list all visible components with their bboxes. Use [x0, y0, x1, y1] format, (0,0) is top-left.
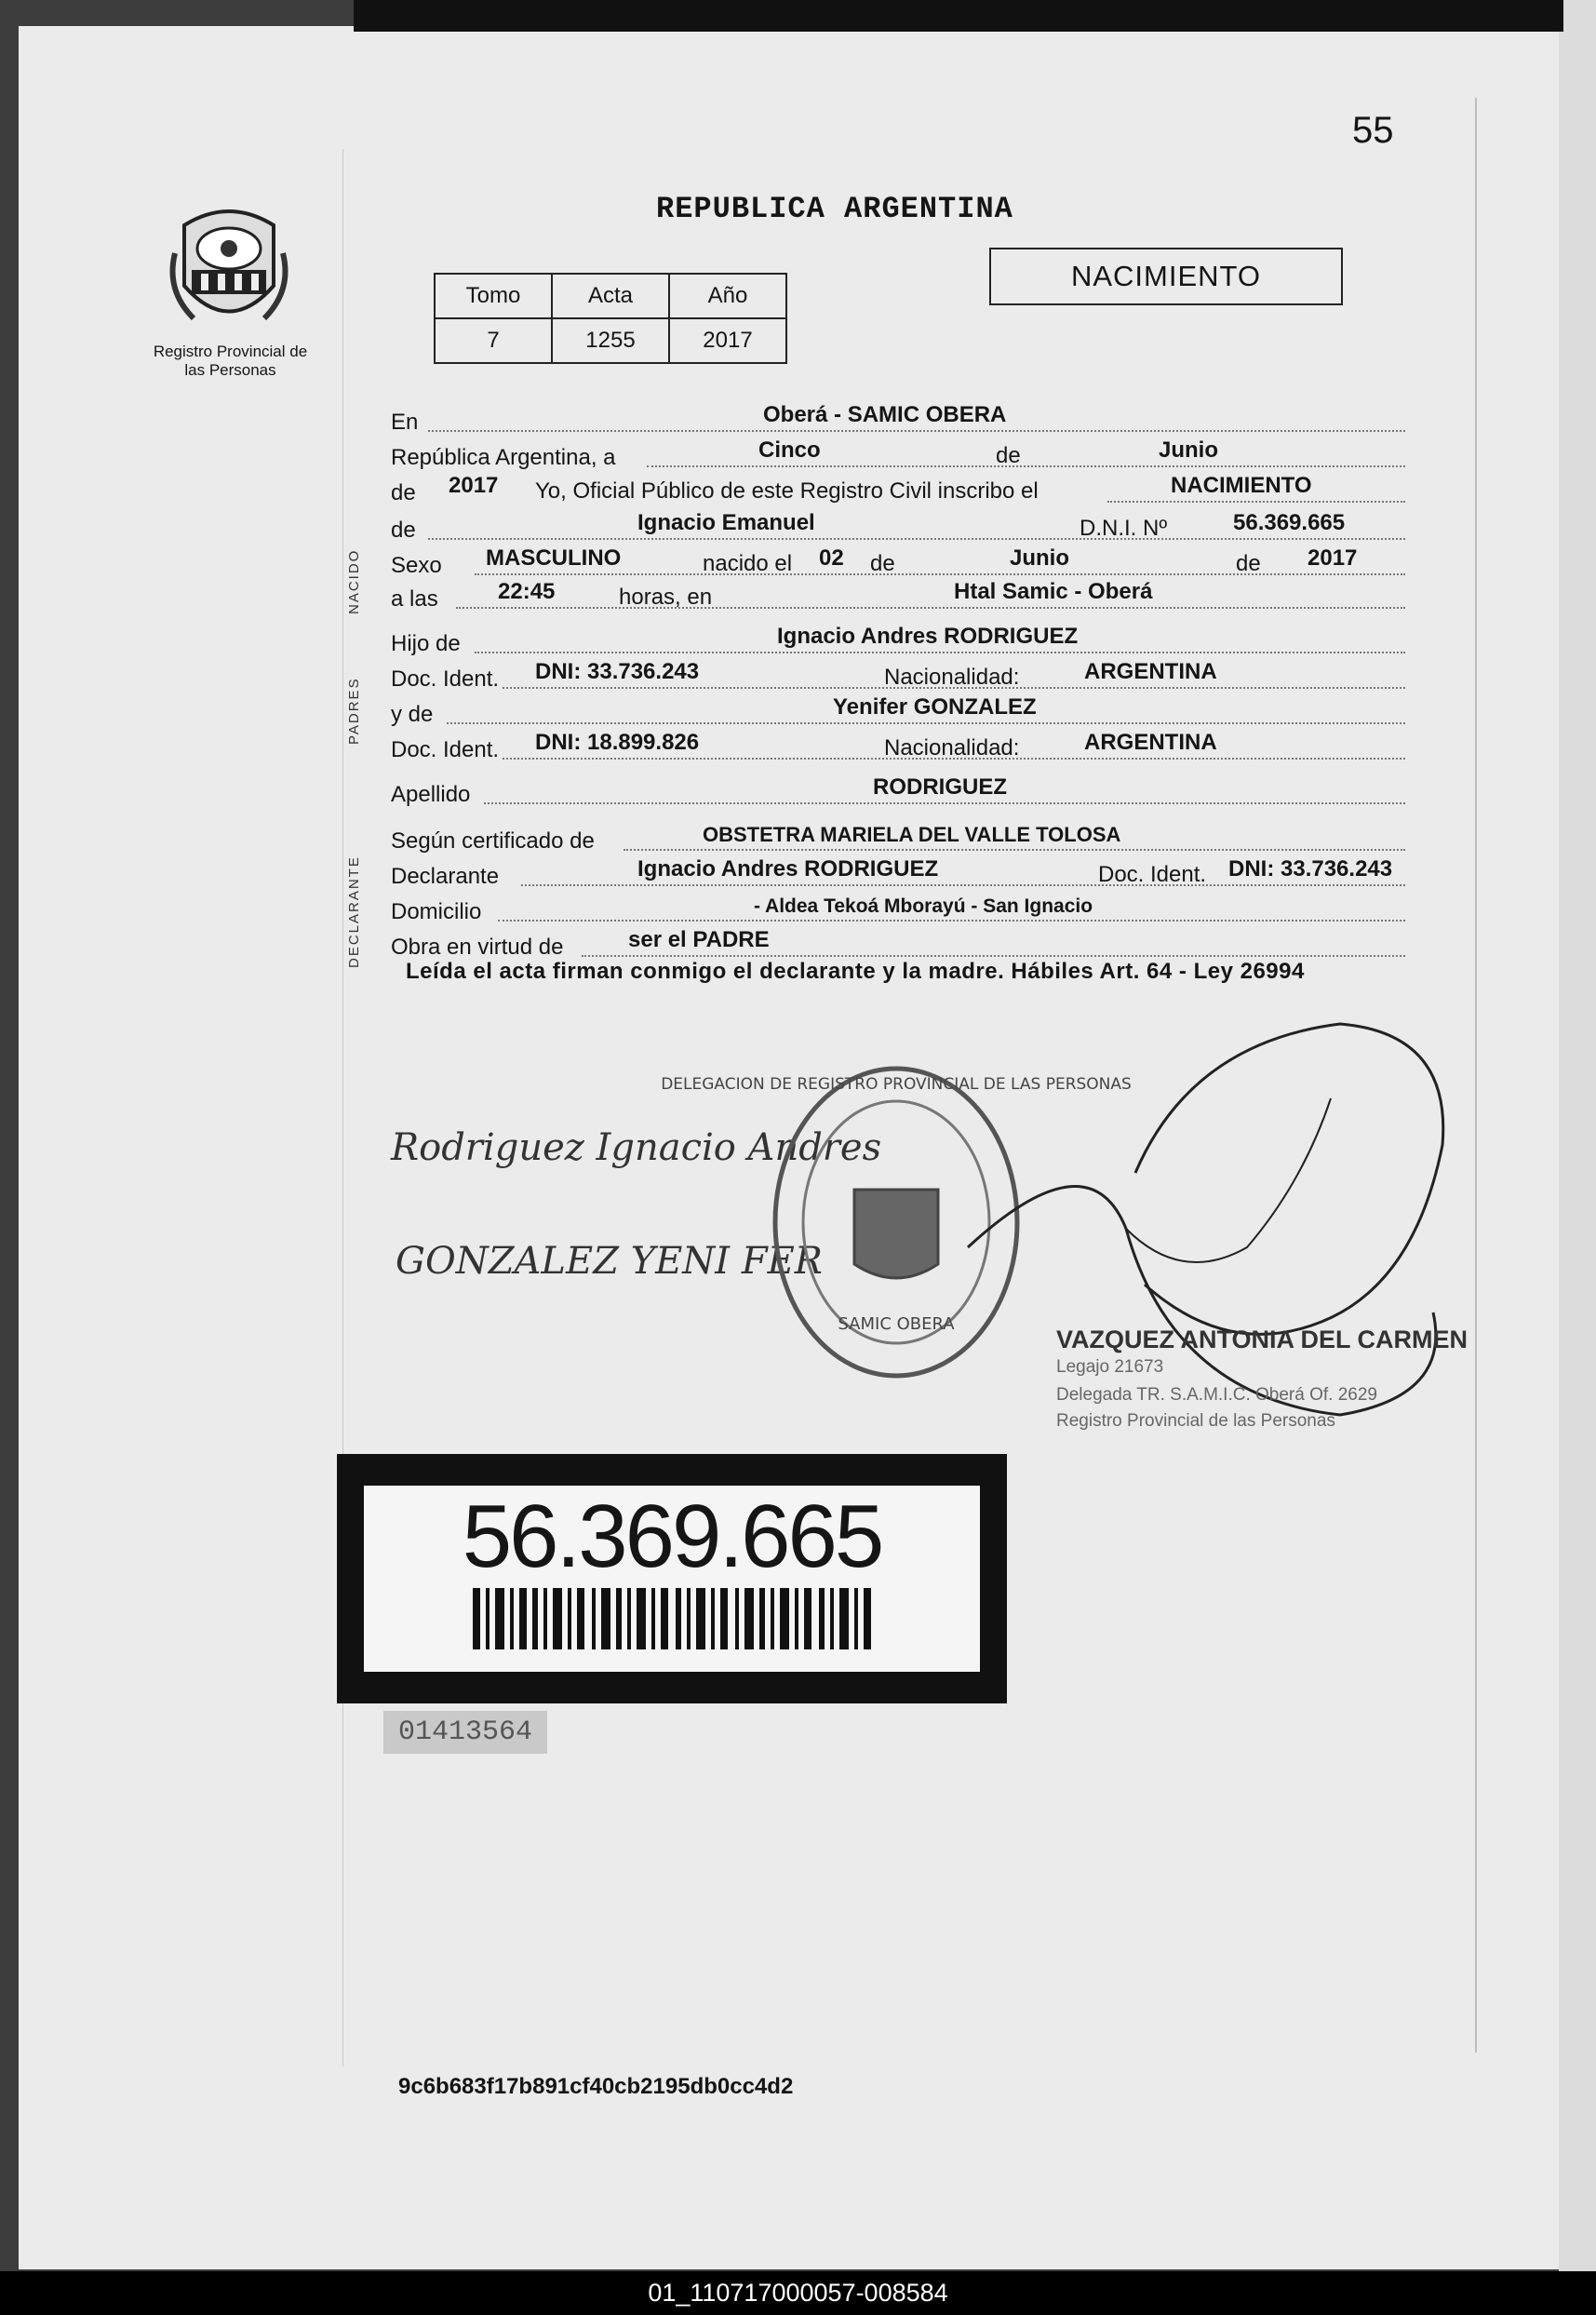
label-declarante: Declarante: [391, 864, 500, 889]
label-de: de: [1236, 551, 1261, 576]
dotted-line: [484, 802, 1405, 804]
label-republica: República Argentina, a: [391, 445, 616, 470]
label-nacionalidad: Nacionalidad:: [884, 665, 1020, 690]
label-doc-ident: Doc. Ident.: [391, 666, 500, 692]
row-sexo: [391, 544, 1405, 581]
document-title: REPUBLICA ARGENTINA: [656, 192, 1013, 226]
label-de: de: [870, 551, 895, 576]
svg-text:DELEGACION DE REGISTRO PROVINC: DELEGACION DE REGISTRO PROVINCIAL DE LAS PERSONAS: [661, 1075, 1132, 1094]
footer-id: 01_110717000057-008584: [648, 2279, 948, 2307]
label-alas: a las: [391, 586, 438, 612]
label-apellido: Apellido: [391, 782, 471, 807]
table-header-tomo: Tomo: [435, 274, 552, 318]
page-number: 55: [1352, 110, 1394, 151]
value-domicilio: - Aldea Tekoá Mborayú - San Ignacio: [754, 895, 1093, 917]
row-apellido: [391, 773, 1405, 810]
record-table: [434, 273, 787, 364]
registry-label: Registro Provincial de las Personas: [153, 343, 308, 379]
label-doc-ident: Doc. Ident.: [391, 737, 500, 762]
value-month: Junio: [1159, 437, 1218, 463]
label-doc-ident: Doc. Ident.: [1098, 862, 1207, 887]
value-inscribo: NACIMIENTO: [1171, 473, 1312, 498]
row-en: [391, 400, 1405, 437]
dotted-line: [624, 849, 1405, 851]
value-father-doc: DNI: 33.736.243: [535, 659, 700, 684]
dotted-line: [447, 722, 1405, 724]
value-certificado: OBSTETRA MARIELA DEL VALLE TOLOSA: [703, 823, 1121, 846]
barcode-number: 56.369.665: [462, 1487, 882, 1586]
label-domicilio: Domicilio: [391, 899, 482, 924]
value-mother-nationality: ARGENTINA: [1084, 730, 1217, 755]
label-dni: D.N.I. Nº: [1080, 516, 1168, 541]
table-header-anio: Año: [669, 274, 786, 318]
label-inscribo: Yo, Oficial Público de este Registro Civil inscribo el: [535, 478, 1039, 504]
table-value-acta: 1255: [552, 318, 669, 363]
label-certificado: Según certificado de: [391, 828, 595, 854]
value-name: Ignacio Emanuel: [637, 510, 815, 535]
value-father-name: Ignacio Andres RODRIGUEZ: [777, 624, 1079, 649]
official-name: VAZQUEZ ANTONIA DEL CARMEN: [1056, 1326, 1469, 1353]
dotted-line: [475, 652, 1405, 653]
mother-signature: GONZALEZ YENI FER: [396, 1240, 823, 1283]
record-type-box: NACIMIENTO: [989, 248, 1343, 305]
side-label-nacido: NACIDO: [346, 548, 362, 614]
barcode-icon: [473, 1588, 873, 1649]
row-name: [391, 508, 1405, 545]
value-declarante-doc: DNI: 33.736.243: [1228, 856, 1393, 882]
label-hijo: Hijo de: [391, 631, 461, 656]
table-value-tomo: 7: [435, 318, 552, 363]
svg-text:SAMIC OBERA: SAMIC OBERA: [838, 1314, 955, 1334]
dotted-line: [498, 920, 1405, 922]
label-de: de: [996, 443, 1021, 468]
value-day: Cinco: [758, 437, 821, 463]
dotted-line: [475, 573, 1405, 575]
value-birth-month: Junio: [1010, 545, 1069, 571]
value-mother-name: Yenifer GONZALEZ: [833, 694, 1037, 720]
row-certificado: [391, 819, 1405, 856]
form-right-line: [1475, 98, 1477, 2053]
document-hash: 9c6b683f17b891cf40cb2195db0cc4d2: [398, 2074, 794, 2099]
table-header-acta: Acta: [552, 274, 669, 318]
value-apellido: RODRIGUEZ: [873, 774, 1007, 800]
dotted-line: [647, 465, 1405, 467]
value-obra: ser el PADRE: [628, 927, 770, 952]
official-legajo: Legajo 21673: [1056, 1357, 1164, 1377]
value-year: 2017: [449, 473, 499, 498]
form-margin-line: [342, 149, 343, 2066]
row-inscribo: [391, 471, 1405, 508]
label-en: En: [391, 410, 419, 435]
closing-statement: Leída el acta firman conmigo el declarante y la madre. Hábiles Art. 64 - Ley 26994: [406, 959, 1305, 984]
value-mother-doc: DNI: 18.899.826: [535, 730, 700, 755]
label-nacido: nacido el: [703, 551, 793, 576]
value-birth-day: 02: [819, 545, 844, 571]
label-horas: horas, en: [619, 585, 713, 610]
row-hijo: [391, 622, 1405, 659]
row-domicilio: [391, 890, 1405, 927]
label-de: de: [391, 518, 416, 543]
value-en: Oberá - SAMIC OBERA: [763, 402, 1007, 427]
dotted-line: [1107, 501, 1405, 503]
label-obra: Obra en virtud de: [391, 935, 564, 960]
row-republica: [391, 436, 1405, 473]
value-declarante: Ignacio Andres RODRIGUEZ: [637, 856, 939, 882]
table-value-anio: 2017: [669, 318, 786, 363]
official-role: Delegada TR. S.A.M.I.C. Oberá Of. 2629: [1056, 1385, 1377, 1405]
dotted-line: [428, 430, 1405, 432]
dotted-line: [456, 607, 1405, 609]
father-signature: Rodriguez Ignacio Andres: [391, 1126, 882, 1169]
value-place: Htal Samic - Oberá: [954, 579, 1153, 604]
scan-shadow: [354, 0, 1563, 32]
value-father-nationality: ARGENTINA: [1084, 659, 1217, 684]
row-hora: [391, 577, 1405, 614]
value-time: 22:45: [498, 579, 556, 604]
value-birth-year: 2017: [1308, 545, 1358, 571]
label-yde: y de: [391, 702, 434, 727]
dotted-line: [521, 884, 1405, 886]
label-de: de: [391, 480, 416, 505]
side-label-declarante: DECLARANTE: [346, 855, 362, 968]
value-sexo: MASCULINO: [486, 545, 622, 571]
side-label-padres: PADRES: [346, 677, 362, 745]
official-registry: Registro Provincial de las Personas: [1056, 1411, 1335, 1431]
row-mother: [391, 693, 1405, 730]
row-mother-doc: [391, 728, 1405, 765]
value-dni: 56.369.665: [1233, 510, 1346, 535]
row-declarante: [391, 855, 1405, 892]
control-number: 01413564: [383, 1711, 547, 1754]
page-edge: [1559, 0, 1596, 2271]
dotted-line: [428, 538, 1405, 540]
province-emblem-icon: [166, 197, 292, 337]
label-sexo: Sexo: [391, 553, 442, 578]
label-nacionalidad: Nacionalidad:: [884, 735, 1020, 760]
row-father-doc: [391, 657, 1405, 694]
